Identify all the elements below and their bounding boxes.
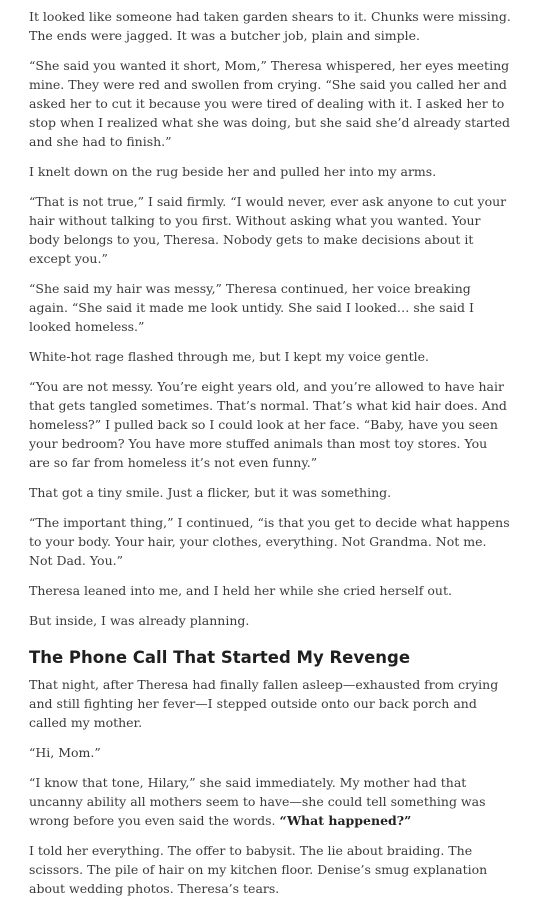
- article-body: [29, 0, 511, 909]
- paragraph: I knelt down on the rug beside her and pulled her into my arms.: [29, 164, 437, 179]
- paragraph-text: “I know that tone, Hilary,” she said immediately. My mother had that uncanny ability all mothers seem to have—she could tell something was wrong before you even said the words.: [29, 775, 486, 828]
- paragraph: “She said my hair was messy,” Theresa continued, her voice breaking again. “She said it made me look untidy. She said I looked… she said I looked homeless.”: [29, 281, 474, 334]
- paragraph: “That is not true,” I said firmly. “I would never, ever ask anyone to cut your hair without talking to you first. Without asking what you wanted. Your body belongs to you, Theresa. Nobody gets to make decisions about it except you.”: [29, 194, 507, 266]
- paragraph: “You are not messy. You’re eight years old, and you’re allowed to have hair that gets tangled sometimes. That’s normal. That’s what kid hair does. And homeless?” I pulled back so I could look at her face. “Baby, have you seen your bedroom? You have more stuffed animals than most toy stores. You are so far from homeless it’s not even funny.”: [29, 379, 507, 470]
- paragraph: But inside, I was already planning.: [29, 613, 250, 628]
- paragraph: That night, after Theresa had finally fallen asleep—exhausted from crying and still fighting her fever—I stepped outside onto our back porch and called my mother.: [29, 677, 499, 730]
- paragraph: “She said you wanted it short, Mom,” Theresa whispered, her eyes meeting mine. They were red and swollen from crying. “She said you called her and asked her to cut it because you were tired of dealing with it. I asked her to stop when I realized what she was doing, but she said she’d already started and she had to finish.”: [29, 58, 511, 149]
- paragraph: It looked like someone had taken garden shears to it. Chunks were missing. The ends were jagged. It was a butcher job, plain and simple.: [29, 9, 511, 43]
- bold-quote: “What happened?”: [279, 813, 412, 828]
- paragraph: That got a tiny smile. Just a flicker, but it was something.: [29, 485, 392, 500]
- paragraph: “Hi, Mom.”: [29, 745, 101, 760]
- paragraph: “The important thing,” I continued, “is that you get to decide what happens to your body. Your hair, your clothes, everything. Not Grandma. Not me. Not Dad. You.”: [29, 515, 510, 568]
- paragraph: White-hot rage flashed through me, but I kept my voice gentle.: [29, 349, 430, 364]
- paragraph: Theresa leaned into me, and I held her while she cried herself out.: [29, 583, 452, 598]
- paragraph: [29, 773, 511, 830]
- section-heading: The Phone Call That Started My Revenge: [29, 648, 411, 667]
- paragraph: I told her everything. The offer to babysit. The lie about braiding. The scissors. The pile of hair on my kitchen floor. Denise’s smug explanation about wedding photos. Theresa’s tears.: [29, 843, 488, 896]
